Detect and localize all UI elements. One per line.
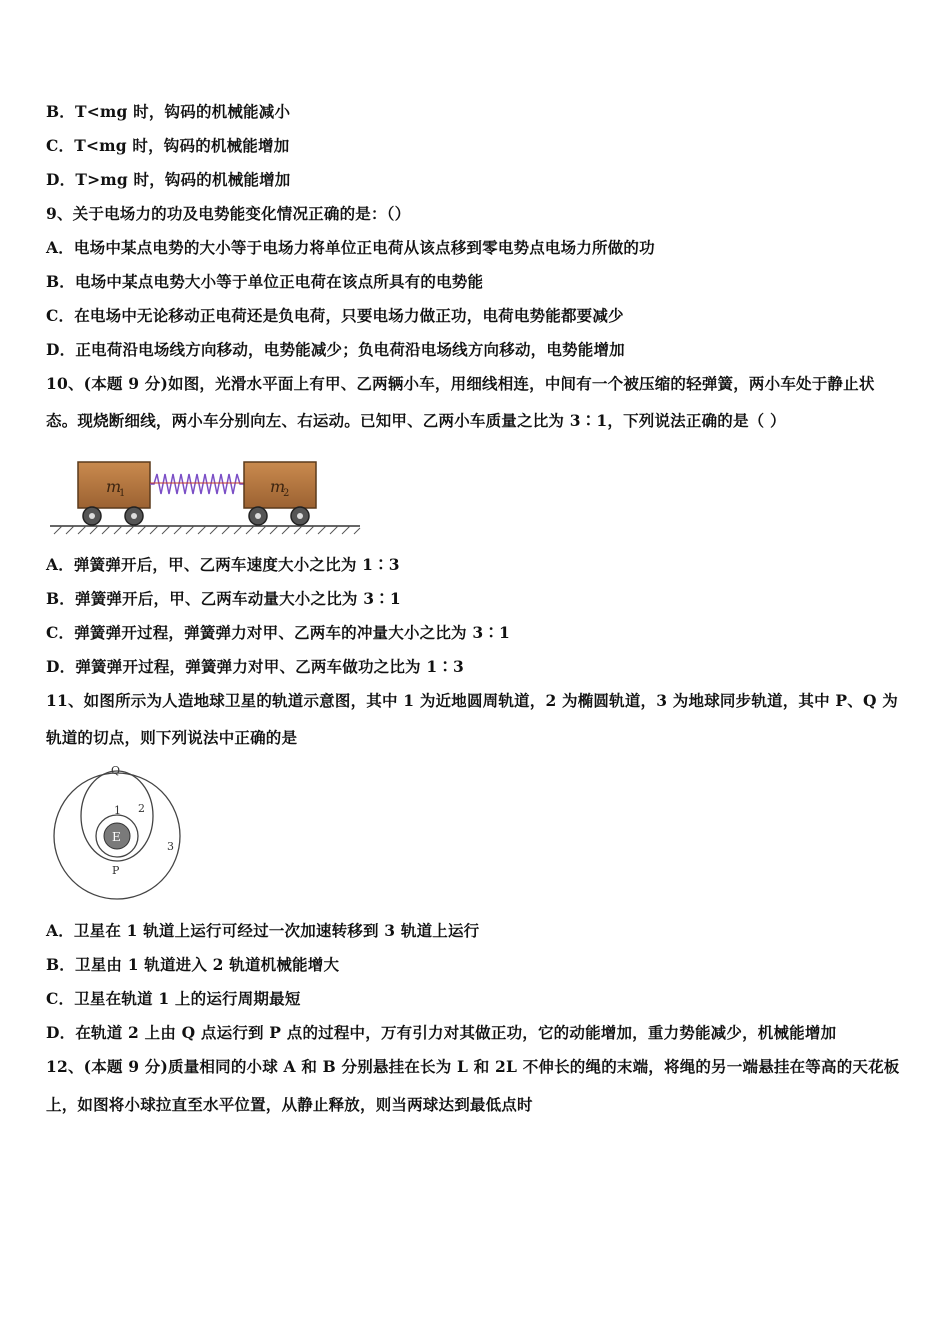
q10-stem-line1: 10、(本题 9 分)如图，光滑水平面上有甲、乙两辆小车，用细线相连，中间有一个被压缩的轻弹簧，两小车处于静止状 <box>46 374 875 393</box>
q10-option-c: C．弹簧弹开过程，弹簧弹力对甲、乙两车的冲量大小之比为 3∶1 <box>46 623 511 642</box>
orbit-3-label: 3 <box>167 840 174 853</box>
orbit-2-label: 2 <box>138 802 145 815</box>
cart-1-label: m <box>106 477 122 496</box>
q12-stem-line1: 12、(本题 9 分)质量相同的小球 A 和 B 分别悬挂在长为 L 和 2L 不伸长的绳的末端，将绳的另一端悬挂在等高的天花板 <box>46 1057 900 1076</box>
q10-option-a: A．弹簧弹开后，甲、乙两车速度大小之比为 1∶3 <box>46 555 400 574</box>
cart-2-subscript: 2 <box>283 488 290 499</box>
carts-spring-figure <box>46 452 366 536</box>
q9-option-b: B．电场中某点电势大小等于单位正电荷在该点所具有的电势能 <box>46 272 484 291</box>
q11-option-c: C．卫星在轨道 1 上的运行周期最短 <box>46 989 301 1008</box>
cart-2 <box>244 462 316 525</box>
q12-stem-line2: 上，如图将小球拉直至水平位置，从静止释放，则当两球达到最低点时 <box>46 1095 533 1114</box>
q10-option-d: D．弹簧弹开过程，弹簧弹力对甲、乙两车做功之比为 1∶3 <box>46 657 465 676</box>
q8-option-c: C．T<mg 时，钩码的机械能增加 <box>46 136 290 155</box>
q9-option-d: D．正电荷沿电场线方向移动，电势能减少；负电荷沿电场线方向移动，电势能增加 <box>46 340 625 359</box>
q11-option-b: B．卫星由 1 轨道进入 2 轨道机械能增大 <box>46 955 340 974</box>
compressed-spring <box>150 474 244 494</box>
q9-stem: 9、关于电场力的功及电势能变化情况正确的是：（） <box>46 204 411 223</box>
wheel-hub <box>297 513 303 519</box>
wheel-hub <box>255 513 261 519</box>
q11-option-a: A．卫星在 1 轨道上运行可经过一次加速转移到 3 轨道上运行 <box>46 921 480 940</box>
q11-stem-line2: 轨道的切点，则下列说法中正确的是 <box>46 728 298 747</box>
orbit-diagram <box>50 760 190 902</box>
q10-stem-line2: 态。现烧断细线，两小车分别向左、右运动。已知甲、乙两小车质量之比为 3∶1，下列说法正确的是（ ） <box>46 411 786 430</box>
q9-option-c: C．在电场中无论移动正电荷还是负电荷，只要电场力做正功，电荷电势能都要减少 <box>46 306 624 325</box>
point-p-label: P <box>112 864 120 877</box>
earth-label: E <box>112 830 121 844</box>
point-q-label: Q <box>111 764 121 777</box>
q9-option-a: A．电场中某点电势的大小等于电场力将单位正电荷从该点移到零电势点电场力所做的功 <box>46 238 655 257</box>
q8-option-b: B．T<mg 时，钩码的机械能减小 <box>46 102 291 121</box>
q8-option-d: D．T>mg 时，钩码的机械能增加 <box>46 170 291 189</box>
wheel-hub <box>131 513 137 519</box>
q11-stem-line1: 11、如图所示为人造地球卫星的轨道示意图，其中 1 为近地圆周轨道，2 为椭圆轨道，3 为地球同步轨道，其中 P、Q 为 <box>46 691 898 710</box>
orbit-1-label: 1 <box>114 804 121 817</box>
ground-hatching <box>54 526 360 534</box>
cart-1-subscript: 1 <box>119 488 126 499</box>
q10-option-b: B．弹簧弹开后，甲、乙两车动量大小之比为 3∶1 <box>46 589 401 608</box>
cart-2-label: m <box>270 477 286 496</box>
wheel-hub <box>89 513 95 519</box>
q11-option-d: D．在轨道 2 上由 Q 点运行到 P 点的过程中，万有引力对其做正功，它的动能增加，重力势能减少，机械能增加 <box>46 1023 837 1042</box>
cart-1 <box>78 462 150 525</box>
